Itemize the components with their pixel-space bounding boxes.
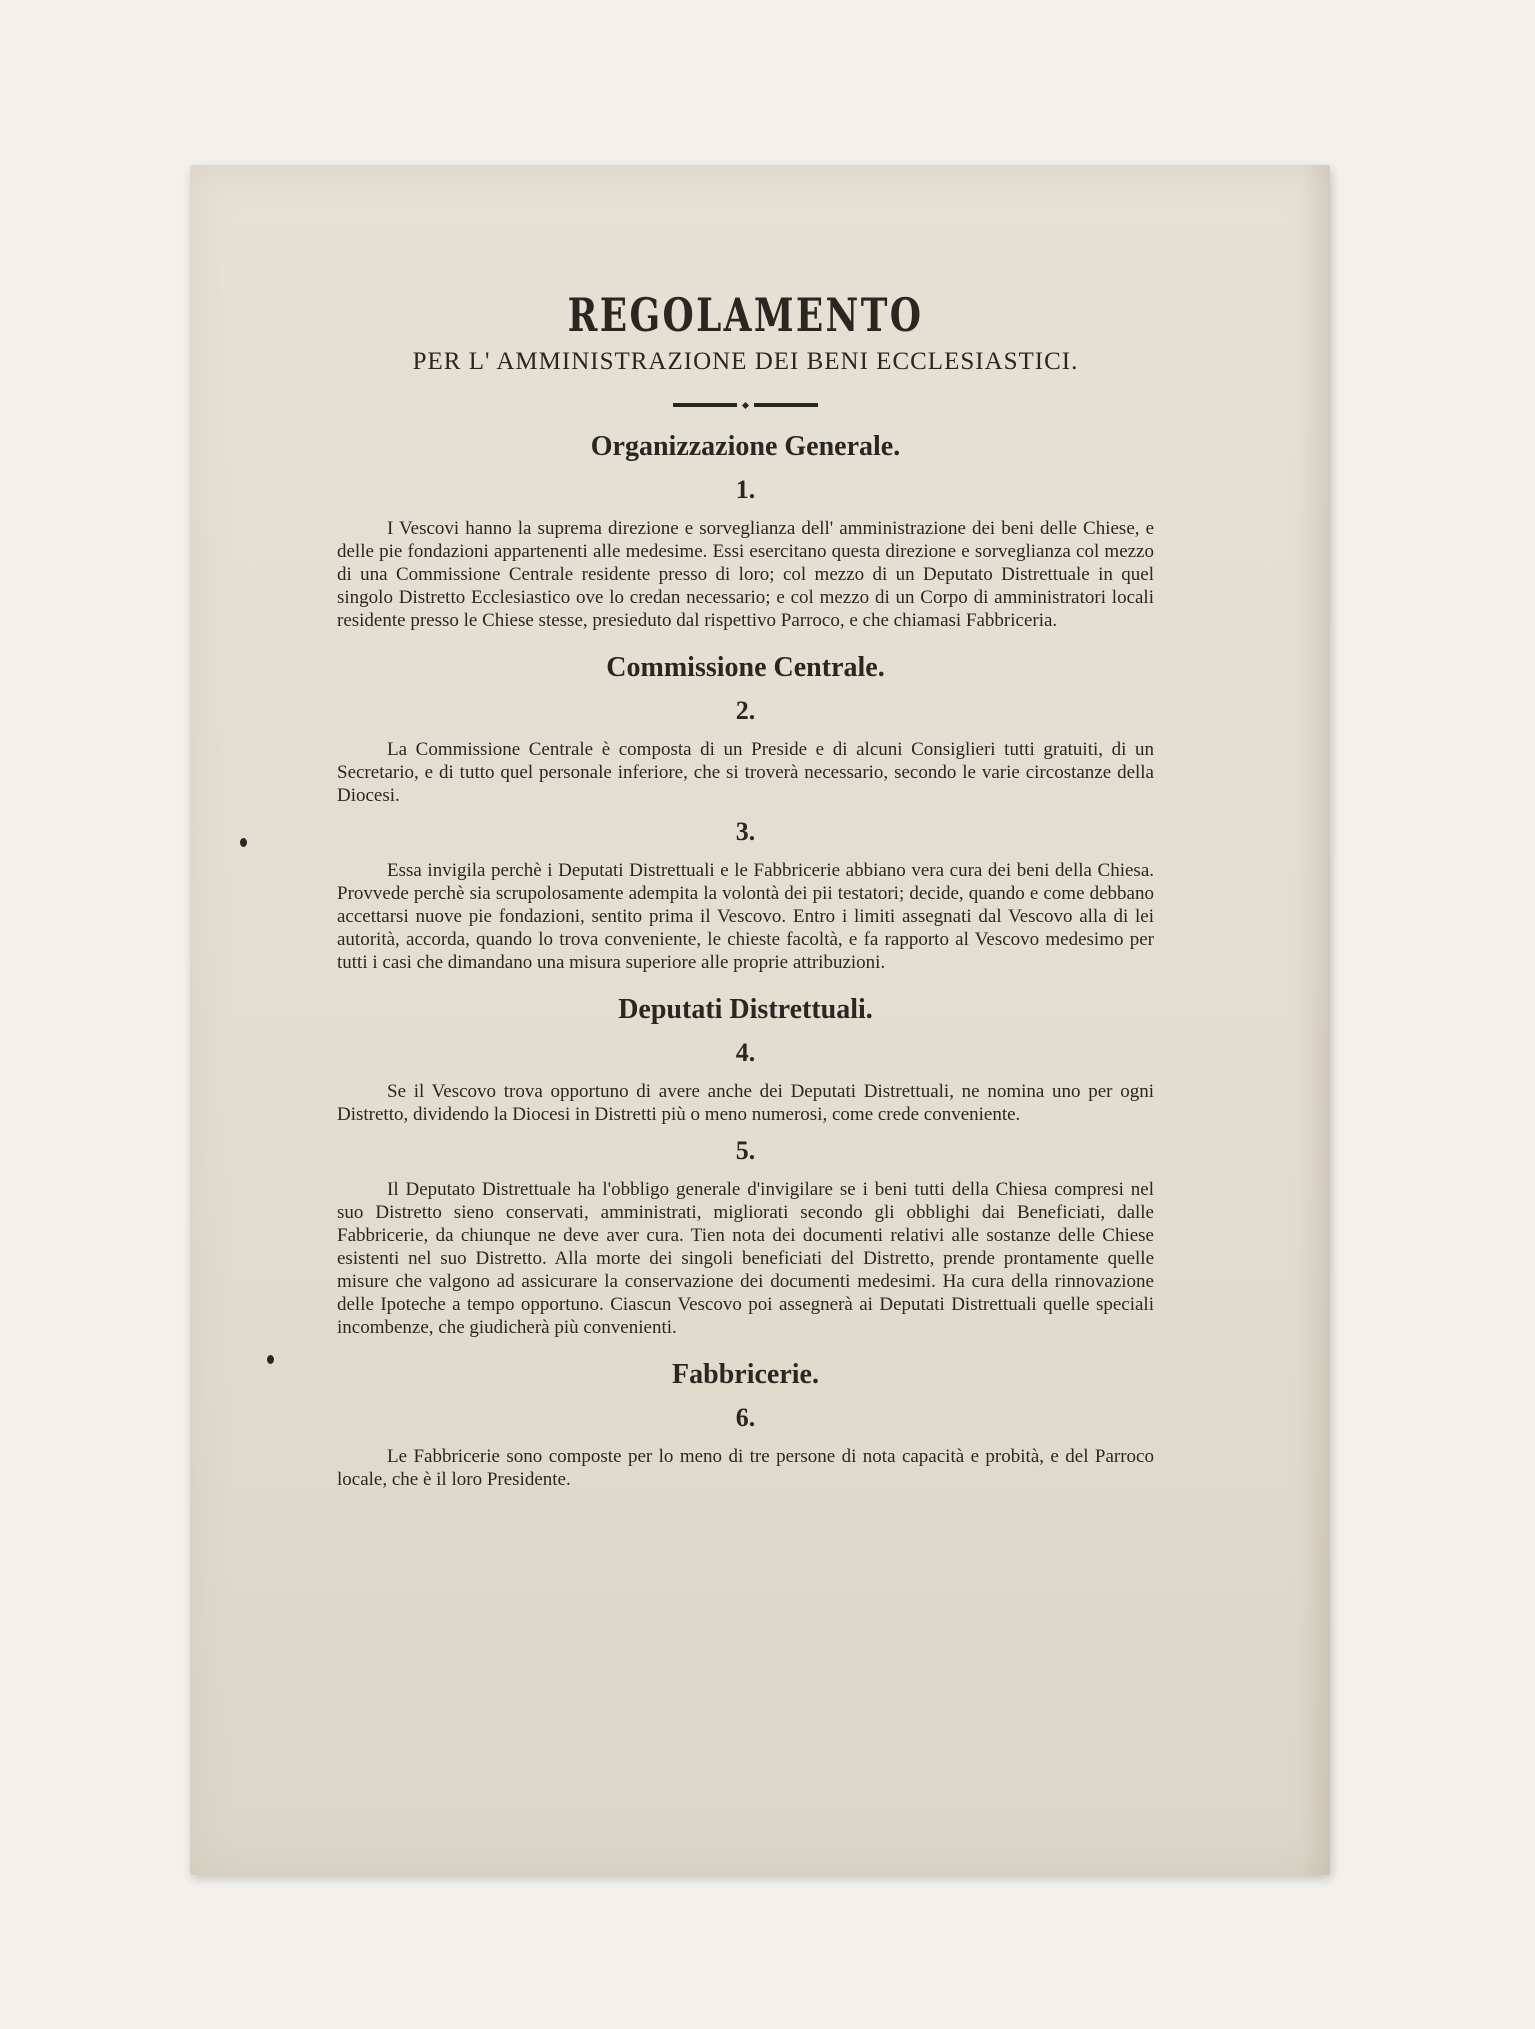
section-heading: Organizzazione Generale. — [590, 431, 901, 462]
section-heading: Fabbricerie. — [672, 1359, 819, 1390]
article-number: 6. — [735, 1403, 756, 1432]
section-heading: Commissione Centrale. — [606, 652, 885, 683]
section-organizzazione-generale — [337, 429, 1154, 632]
article-number: 1. — [735, 475, 756, 504]
article-text: I Vescovi hanno la suprema direzione e sorveglianza dell' amministrazione dei beni delle Chiese, e delle pie fondazioni appartenenti alle medesime. Essi esercitano questa direzione e sorveglianza col mezzo di una Commissione Centrale residente presso di loro; col mezzo di un Deputato Distrettuale in quel singolo Distretto Ecclesiastico ove lo credan necessario; e col mezzo di un Corpo di amministratori locali residente presso le Chiese stesse, presieduto dal rispettivo Parroco, e che chiamasi Fabbriceria. — [337, 518, 1154, 631]
article-number: 4. — [735, 1038, 756, 1067]
article-number: 3. — [735, 817, 756, 846]
document-body — [337, 287, 1154, 1491]
ink-spot — [267, 1355, 274, 1364]
ink-spot — [240, 838, 247, 847]
article-text: Essa invigila perchè i Deputati Distrettuali e le Fabbricerie abbiano vera cura dei beni della Chiesa. Provvede perchè sia scrupolosamente adempita la volontà dei pii testatori; decide, quando e come debbano accettarsi nuove pie fondazioni, sentito prima il Vescovo. Entro i limiti assegnati dal Vescovo alla di lei autorità, accorda, quando lo trova conveniente, le chieste facoltà, e fa rapporto al Vescovo medesimo per tutti i casi che dimandano una misura superiore alle proprie attribuzioni. — [337, 860, 1154, 973]
section-deputati-distrettuali — [337, 992, 1154, 1339]
article-text: Le Fabbricerie sono composte per lo meno di tre persone di nota capacità e probità, e del Parroco locale, che è il loro Presidente. — [337, 1446, 1154, 1490]
article-number: 2. — [735, 696, 756, 725]
article-number: 5. — [735, 1136, 756, 1165]
article-text: Il Deputato Distrettuale ha l'obbligo generale d'invigilare se i beni tutti della Chiesa compresi nel suo Distretto sieno conservati, amministrati, migliorati secondo gli obblighi dai Beneficiati, dalle Fabbricerie, da chiunque ne deve aver cura. Tien nota dei documenti relativi alle sostanze delle Chiese esistenti nel suo Distretto. Alla morte dei singoli beneficiati del Distretto, prende prontamente quelle misure che valgono ad assicurare la conservazione dei documenti medesimi. Ha cura della rinnovazione delle Ipoteche a tempo opportuno. Ciascun Vescovo poi assegnerà ai Deputati Distrettuali quelle speciali incombenze, che giudicherà più convenienti. — [337, 1179, 1154, 1338]
section-commissione-centrale — [337, 650, 1154, 974]
ornamental-rule — [337, 399, 1154, 411]
section-heading: Deputati Distrettuali. — [618, 994, 873, 1025]
article-text: La Commissione Centrale è composta di un Preside e di alcuni Consiglieri tutti gratuiti, di un Secretario, e di tutto quel personale inferiore, che si troverà necessario, secondo le varie circostanze della Diocesi. — [337, 739, 1154, 806]
document-subtitle: PER L' AMMINISTRAZIONE DEI BENI ECCLESIASTICI. — [412, 348, 1079, 375]
article-text: Se il Vescovo trova opportuno di avere anche dei Deputati Distrettuali, ne nomina uno per ogni Distretto, dividendo la Diocesi in Distretti più o meno numerosi, come crede conveniente. — [337, 1081, 1154, 1125]
document-title: REGOLAMENTO — [567, 288, 924, 342]
document-sheet — [190, 165, 1330, 1875]
section-fabbricerie — [337, 1357, 1154, 1491]
